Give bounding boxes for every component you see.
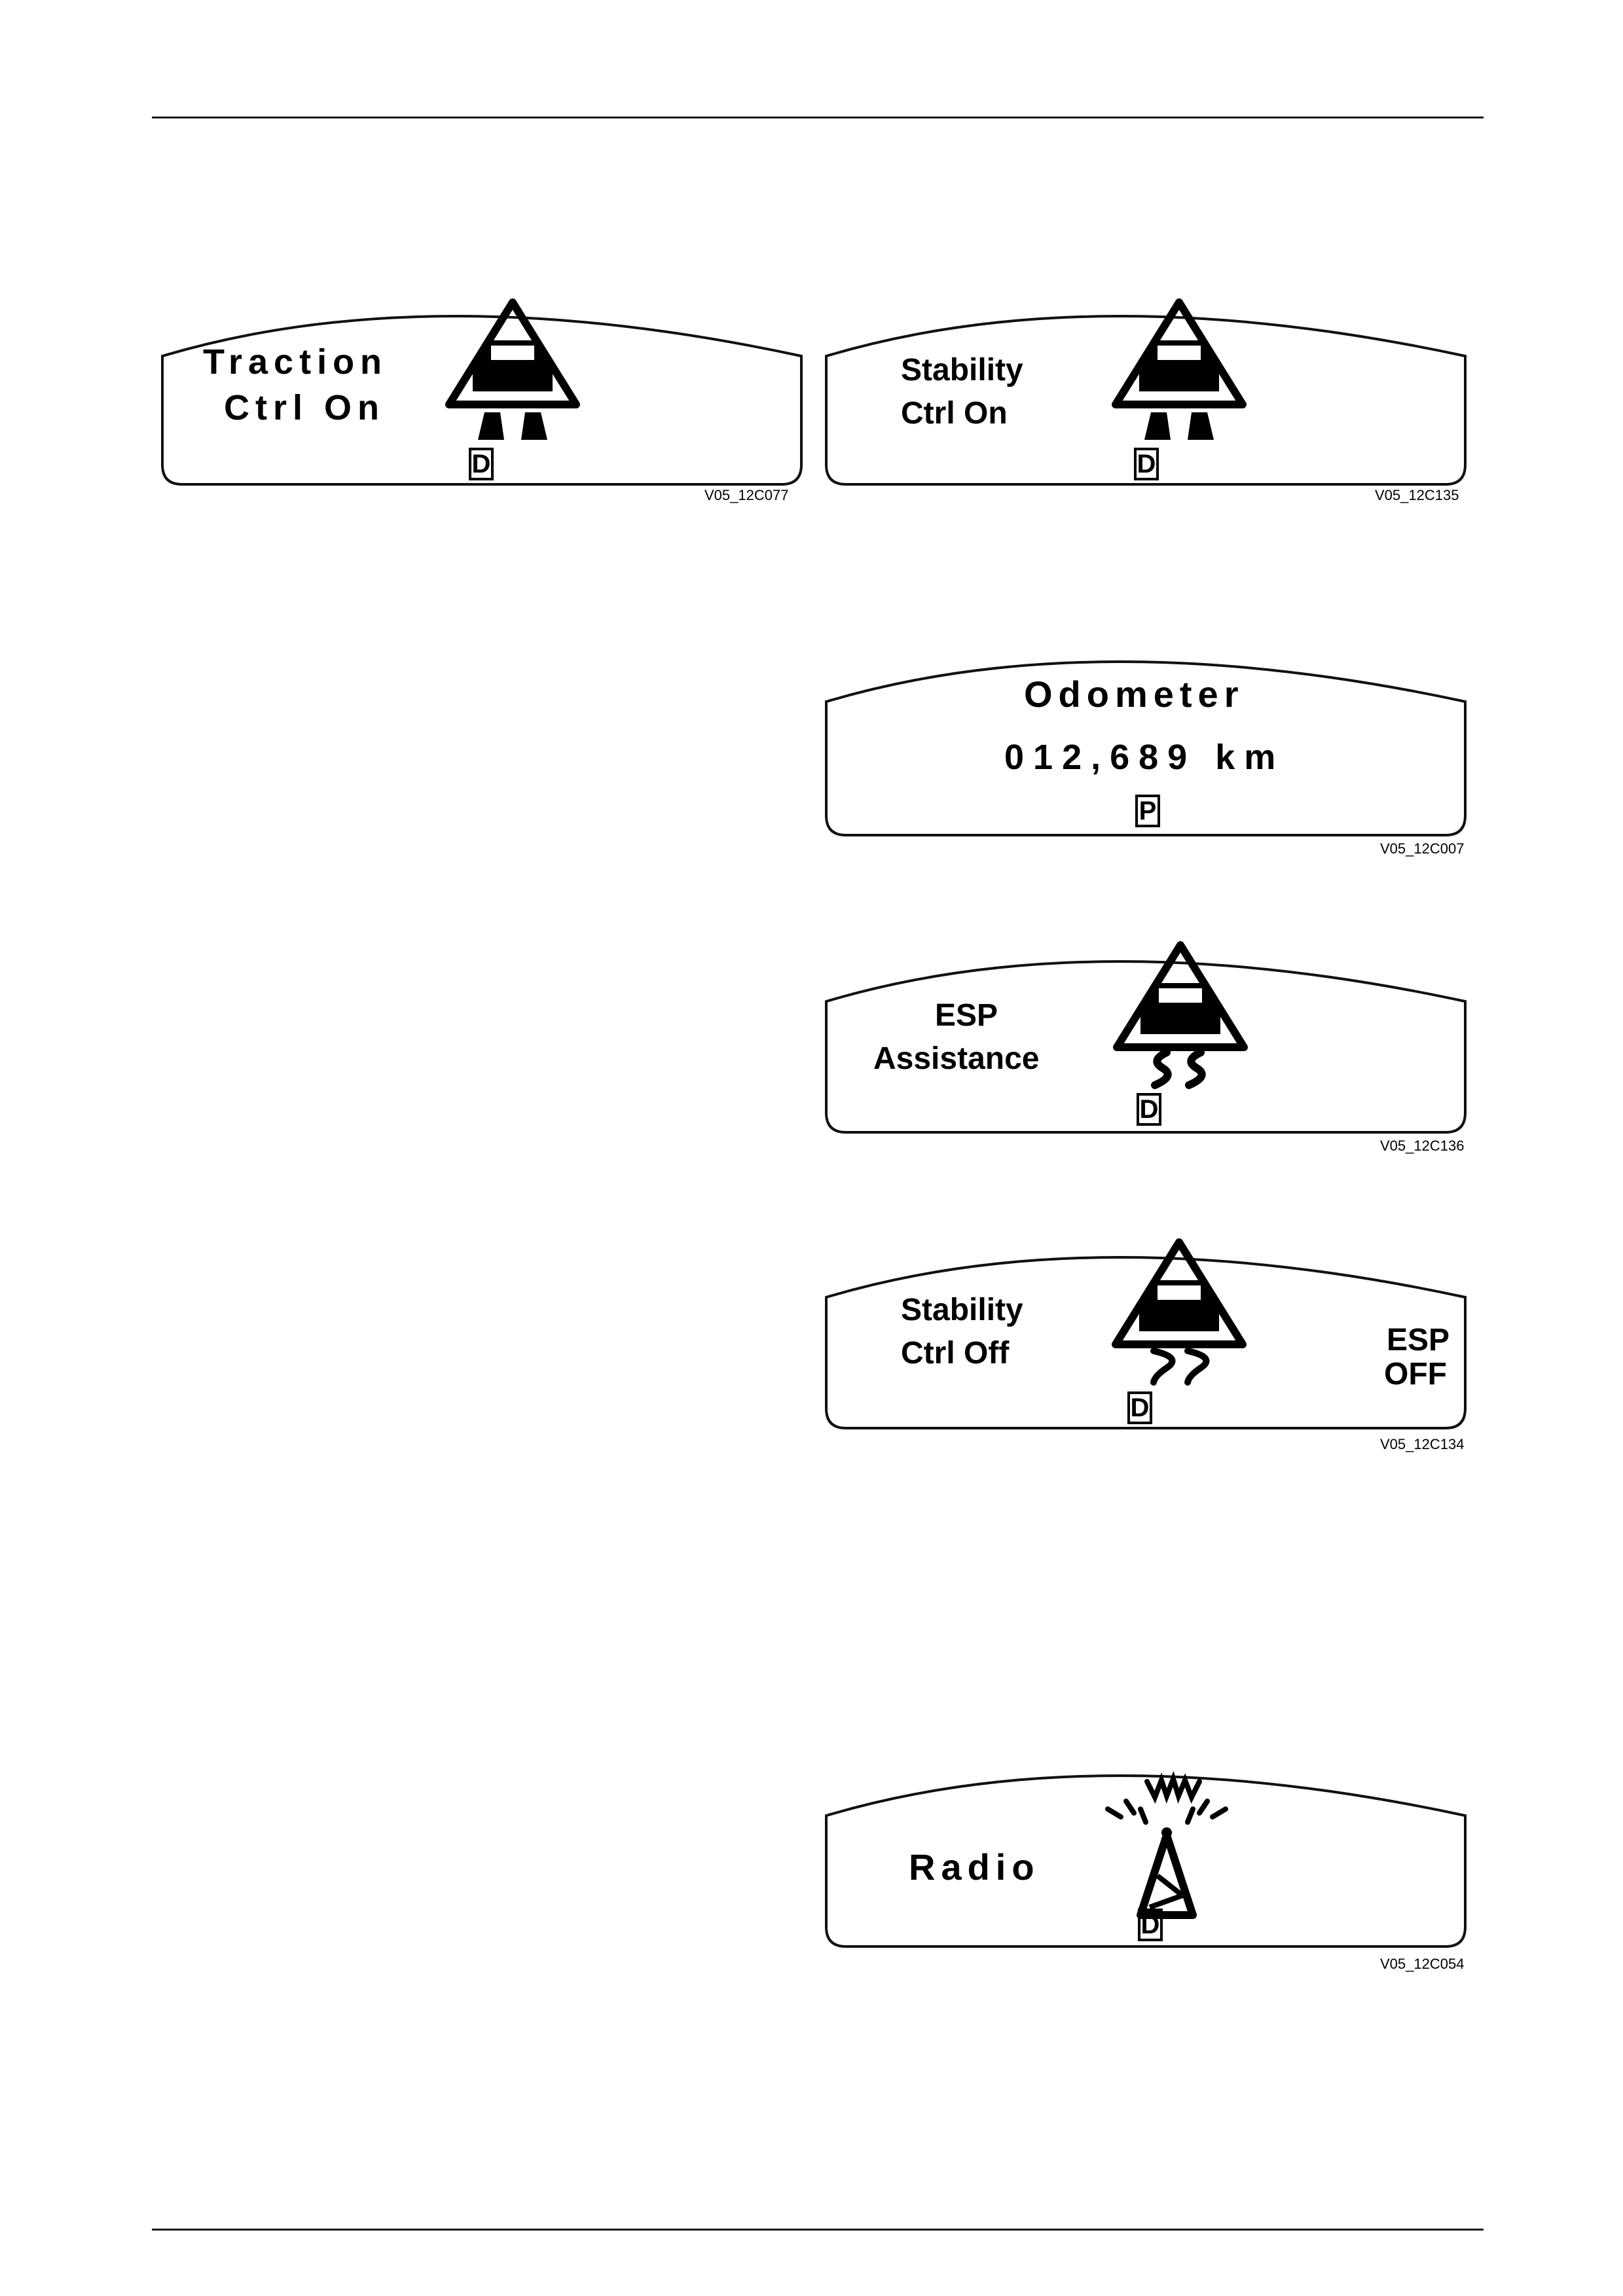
- display-odometer: [820, 630, 1472, 857]
- esp-status-line2: OFF: [1384, 1357, 1447, 1391]
- figure-code: V05_12C135: [1375, 487, 1459, 503]
- esp-off-icon: [1110, 1237, 1248, 1394]
- display-label-line1: Traction: [203, 342, 388, 382]
- display-label-line2: Assistance: [873, 1041, 1040, 1076]
- display-label-line1: Stability: [901, 353, 1023, 387]
- traction-control-icon: [1110, 297, 1248, 454]
- gear-indicator: D: [1127, 1391, 1152, 1424]
- gear-indicator: D: [1134, 448, 1159, 480]
- gear-indicator: P: [1135, 795, 1160, 827]
- figure-code: V05_12C134: [1380, 1436, 1465, 1452]
- esp-status-line1: ESP: [1387, 1323, 1450, 1357]
- display-esp-assistance: [820, 929, 1472, 1152]
- figure-code: V05_12C077: [704, 487, 789, 503]
- display-label-line2: Ctrl Off: [901, 1336, 1010, 1371]
- traction-control-icon: [444, 297, 581, 454]
- display-stability-ctrl-on: [820, 284, 1472, 507]
- esp-skid-icon: [1112, 940, 1249, 1097]
- odometer-reading: 012,689 km: [1004, 738, 1285, 777]
- display-label-line2: Ctrl On: [224, 388, 385, 427]
- display-label-line1: ESP: [935, 998, 998, 1033]
- display-traction-ctrl-on: [156, 284, 808, 507]
- footer-rule: [152, 2229, 1484, 2231]
- figure-code: V05_12C007: [1380, 840, 1465, 857]
- display-label-line2: Ctrl On: [901, 396, 1008, 431]
- display-stability-ctrl-off: [820, 1225, 1472, 1452]
- gear-indicator: D: [1137, 1093, 1161, 1126]
- display-label-line1: Stability: [901, 1293, 1023, 1327]
- display-radio: [820, 1731, 1472, 1992]
- gear-indicator: D: [1138, 1909, 1163, 1941]
- gear-indicator: D: [469, 448, 494, 480]
- display-label-line1: Odometer: [1024, 673, 1245, 715]
- header-rule: [152, 117, 1484, 118]
- display-label-line1: Radio: [909, 1846, 1040, 1888]
- figure-code: V05_12C136: [1380, 1138, 1465, 1154]
- radio-antenna-icon: [1095, 1767, 1239, 1924]
- figure-code: V05_12C054: [1380, 1956, 1465, 1972]
